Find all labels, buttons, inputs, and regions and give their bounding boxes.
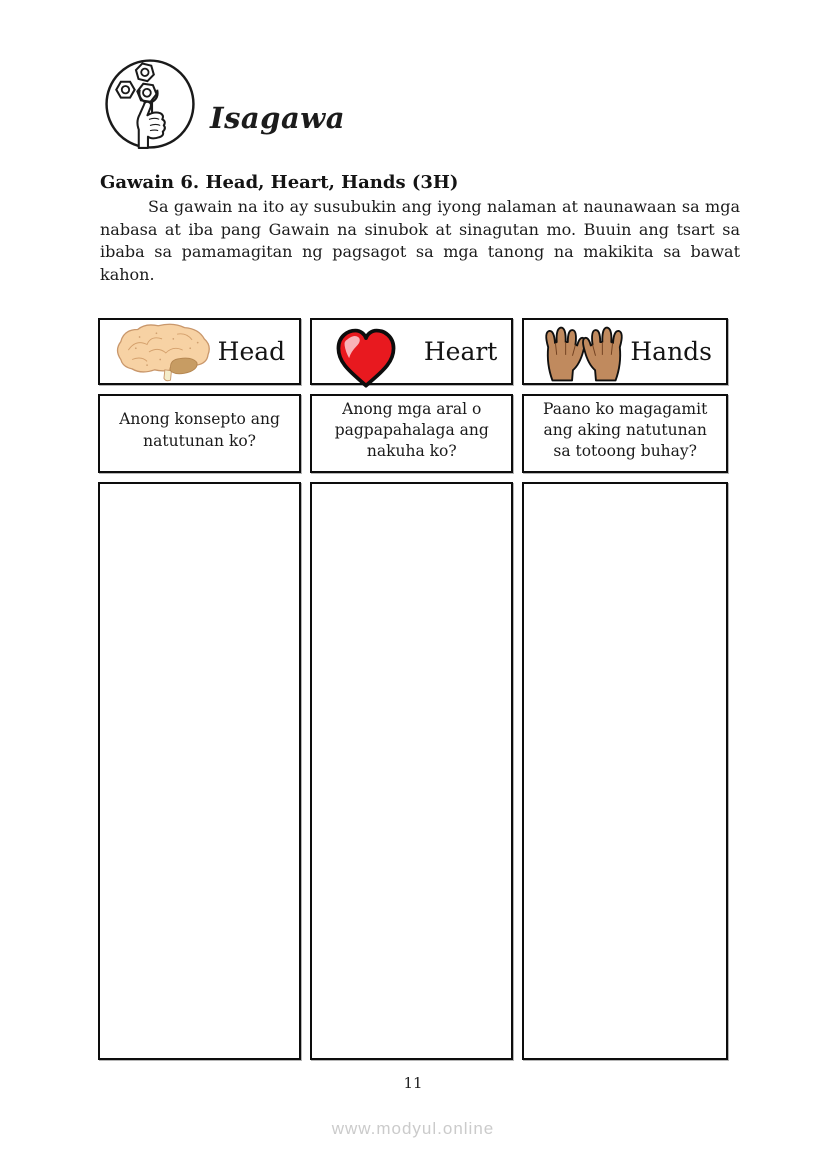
header-box-head — [98, 318, 301, 385]
question-box-heart — [310, 394, 513, 473]
answer-box-heart — [310, 482, 513, 1060]
question-box-head — [98, 394, 301, 473]
column-title-hands: Hands — [630, 337, 712, 366]
page-number: 11 — [403, 1074, 423, 1092]
column-title-head: Head — [217, 337, 286, 366]
column-title-heart: Heart — [423, 337, 498, 366]
question-text-hands: Paano ko magagamit ang aking natutunan sa totoong buhay? — [543, 399, 708, 461]
3h-chart — [98, 318, 728, 1060]
header-box-hands — [522, 318, 728, 385]
question-text-heart: Anong mga aral o pagpapahalaga ang nakuha ko? — [334, 399, 489, 461]
wrench-hand-icon — [104, 58, 196, 150]
activity-instructions: Sa gawain na ito ay susubukin ang iyong nalaman at naunawaan sa mga nabasa at iba pang Gawain na sinubok at sinagutan mo. Buuin ang tsart sa ibaba sa pamamagitan ng pagsagot sa mga tanong na makikita sa bawat kahon. — [100, 197, 740, 284]
answer-box-hands — [522, 482, 728, 1060]
answer-box-head — [98, 482, 301, 1060]
watermark: www.modyul.online — [331, 1119, 495, 1138]
question-text-head: Anong konsepto ang natutunan ko? — [119, 410, 280, 450]
activity-title: Gawain 6. Head, Heart, Hands (3H) — [100, 172, 459, 193]
question-box-hands — [522, 394, 728, 473]
brain-icon — [110, 322, 216, 382]
header-box-heart — [310, 318, 513, 385]
section-marker — [104, 58, 345, 150]
section-label: Isagawa — [210, 101, 346, 135]
hands-icon — [538, 325, 630, 383]
heart-icon — [334, 324, 398, 394]
